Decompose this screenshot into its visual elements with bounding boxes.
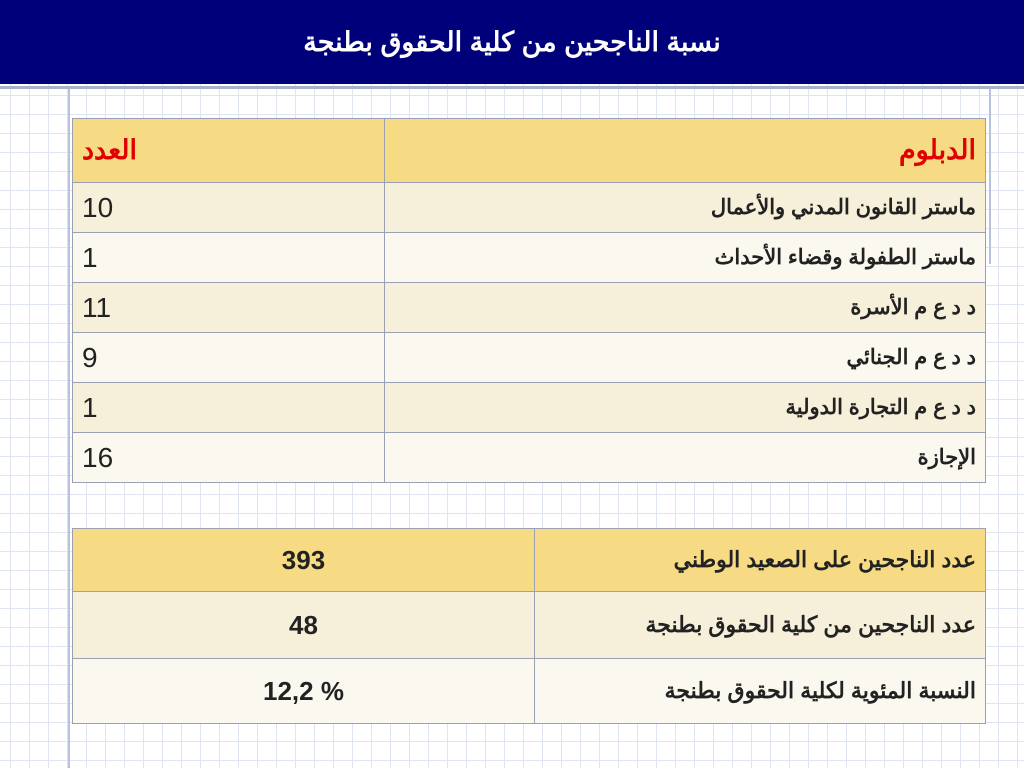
count-cell: 11 — [73, 283, 385, 333]
title-underline — [0, 86, 1024, 89]
count-cell: 10 — [73, 183, 385, 233]
header-count: العدد — [73, 119, 385, 183]
summary-label: عدد الناجحين على الصعيد الوطني — [535, 529, 986, 592]
count-cell: 16 — [73, 433, 385, 483]
diploma-cell: ماستر القانون المدني والأعمال — [385, 183, 986, 233]
diplomas-table — [72, 118, 986, 483]
table-row — [73, 433, 986, 483]
summary-label: عدد الناجحين من كلية الحقوق بطنجة — [535, 592, 986, 659]
table-row — [73, 233, 986, 283]
table-row — [73, 592, 986, 659]
diploma-cell: د د ع م الأسرة — [385, 283, 986, 333]
slide-title-bar — [0, 0, 1024, 84]
summary-value: 48 — [73, 592, 535, 659]
slide-title: نسبة الناجحين من كلية الحقوق بطنجة — [303, 26, 721, 57]
summary-value: % 12,2 — [73, 659, 535, 724]
count-cell: 1 — [73, 233, 385, 283]
decorative-line — [989, 89, 991, 264]
diploma-cell: ماستر الطفولة وقضاء الأحداث — [385, 233, 986, 283]
diploma-cell: د د ع م التجارة الدولية — [385, 383, 986, 433]
diploma-cell: الإجازة — [385, 433, 986, 483]
table-row — [73, 383, 986, 433]
summary-value: 393 — [73, 529, 535, 592]
table-row — [73, 333, 986, 383]
count-cell: 1 — [73, 383, 385, 433]
decorative-line — [68, 89, 70, 768]
table-row — [73, 529, 986, 592]
header-diploma: الدبلوم — [385, 119, 986, 183]
table-row — [73, 283, 986, 333]
summary-label: النسبة المئوية لكلية الحقوق بطنجة — [535, 659, 986, 724]
diploma-cell: د د ع م الجنائي — [385, 333, 986, 383]
diplomas-table-header — [73, 119, 986, 183]
table-row — [73, 183, 986, 233]
count-cell: 9 — [73, 333, 385, 383]
summary-table — [72, 528, 986, 724]
table-row — [73, 659, 986, 724]
